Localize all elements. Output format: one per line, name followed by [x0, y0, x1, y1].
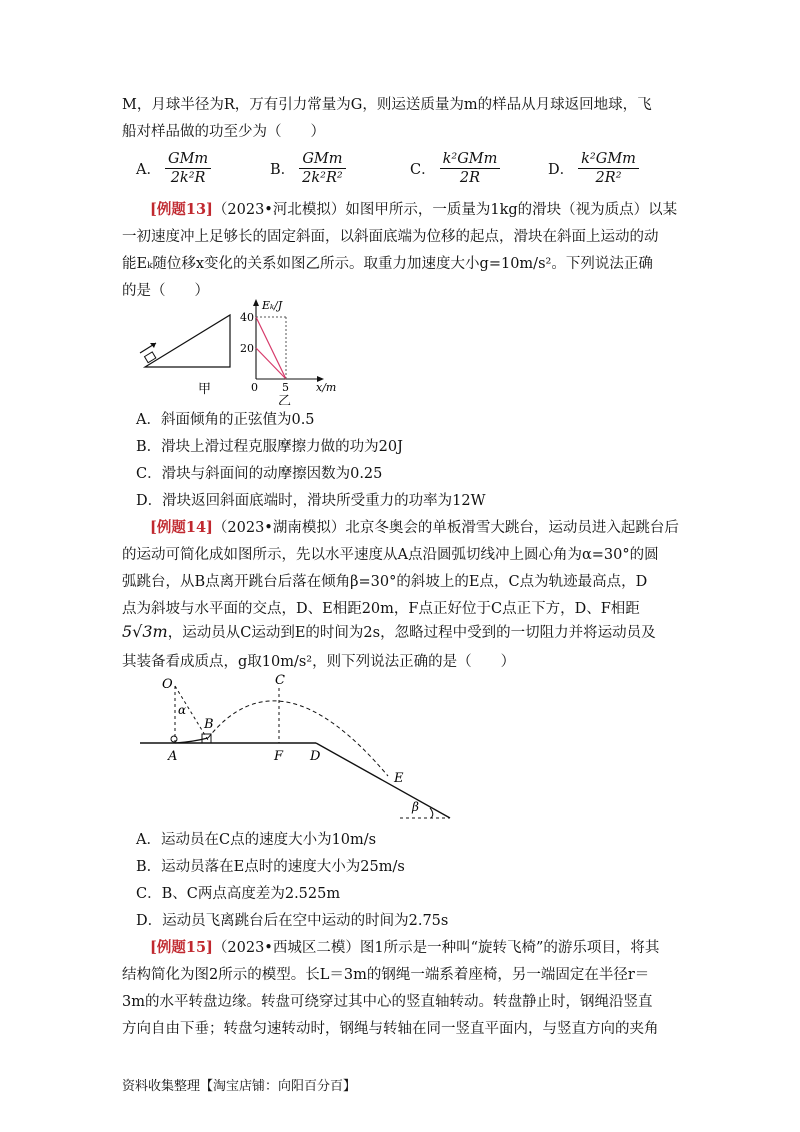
q12-option-b: B． $\frac{\text{GMm}}{\text{2k²R²}}$: [270, 150, 346, 187]
graph-line-up: [256, 317, 286, 379]
ex14-line2: 的运动可简化成如图所示，先以水平速度从A点沿圆弧切线冲上圆心角为α=30°的圆: [122, 547, 659, 563]
ex15-line2: 结构简化为图2所示的模型。长L＝3m的钢绳一端系着座椅，另一端固定在半径r＝: [122, 967, 650, 983]
ex13-choice-c: C．滑块与斜面间的动摩擦因数为0.25: [136, 466, 383, 482]
ex14-choice-d: D．运动员飞离跳台后在空中运动的时间为2.75s: [136, 913, 449, 929]
ex14-line1: [例题14]（2023•湖南模拟）北京冬奥会的单板滑雪大跳台，运动员进入起跳台后: [150, 519, 679, 536]
ex13-line3: 能Eₖ随位移x变化的关系如图乙所示。取重力加速度大小g=10m/s²。下列说法正确: [122, 256, 653, 272]
ex13-choice-b: B．滑块上滑过程克服摩擦力做的功为20J: [136, 439, 403, 455]
q12-line2: 船对样品做的功至少为（ ）: [122, 124, 325, 140]
graph-ylabel: Eₖ/J: [262, 299, 283, 312]
ex14-choice-b: B．运动员落在E点时的速度大小为25m/s: [136, 859, 405, 875]
label-o: O: [162, 677, 173, 692]
ex15-line4: 方向自由下垂；转盘匀速转动时，钢绳与转轴在同一竖直平面内，与竖直方向的夹角: [122, 1021, 659, 1037]
ex14-choice-c: C．B、C两点高度差为2.525m: [136, 886, 341, 902]
footer-text: 资料收集整理【淘宝店铺：向阳百分百】: [122, 1079, 357, 1094]
label-beta: β: [412, 800, 419, 814]
label-c: C: [275, 673, 285, 688]
ex14-figure: [130, 668, 460, 823]
trajectory: [208, 701, 388, 776]
ex13-line2: 一初速度冲上足够长的固定斜面，以斜面底端为位移的起点，滑块在斜面上运动的动: [122, 229, 659, 245]
label-a: A: [168, 749, 178, 764]
skier-icon: [171, 736, 177, 742]
label-alpha: α: [178, 703, 187, 717]
fig-label-jia: 甲: [198, 382, 212, 397]
ex14-choice-a: A．运动员在C点的速度大小为10m/s: [136, 832, 377, 848]
label-b: B: [204, 717, 214, 732]
label-d: D: [310, 749, 321, 764]
q12-line1: M，月球半径为R，万有引力常量为G，则运送质量为m的样品从月球返回地球，飞: [122, 97, 652, 113]
slope-line: [316, 743, 450, 818]
graph-origin: 0: [251, 381, 258, 394]
ex15-line3: 3m的水平转盘边缘。转盘可绕穿过其中心的竖直轴转动。转盘静止时，钢绳沿竖直: [122, 994, 653, 1010]
graph-tick-40: 40: [240, 311, 254, 324]
graph-xlabel: x/m: [316, 381, 337, 394]
ex13-figure: [130, 295, 370, 405]
ex13-choice-a: A．斜面倾角的正弦值为0.5: [136, 412, 315, 428]
ex14-line5: 5√3m，运动员从C运动到E的时间为2s，忽略过程中受到的一切阻力并将运动员及: [122, 622, 656, 641]
ex14-line3: 弧跳台，从B点离开跳台后落在倾角β=30°的斜坡上的E点，C点为轨迹最高点，D: [122, 574, 648, 590]
q12-option-a: A． $\frac{\text{GMm}}{\text{2k²R}}$: [136, 150, 211, 187]
q12-option-d: D． $\frac{\text{k²GMm}}{\text{2R²}}$: [548, 150, 639, 187]
incline-diagram: [140, 315, 230, 367]
ex13-choice-d: D．滑块返回斜面底端时，滑块所受重力的功率为12W: [136, 493, 486, 509]
ex14-line6: 其装备看成质点，g取10m/s²，则下列说法正确的是（ ）: [122, 654, 516, 670]
ex14-line4: 点为斜坡与水平面的交点，D、E相距20m，F点正好位于C点正下方，D、F相距: [122, 601, 640, 617]
ex13-line4: 的是（ ）: [122, 283, 209, 299]
label-f: F: [274, 749, 284, 764]
graph-tick-20: 20: [240, 342, 254, 355]
ex15-line1: [例题15]（2023•西城区二模）图1所示是一种叫“旋转飞椅”的游乐项目，将其: [150, 939, 660, 956]
ex13-line1: [例题13]（2023•河北模拟）如图甲所示，一质量为1kg的滑块（视为质点）以某: [150, 201, 678, 218]
label-e: E: [394, 771, 404, 786]
graph-tick-5: 5: [282, 381, 289, 394]
q12-option-c: C． $\frac{\text{k²GMm}}{2R}$: [410, 150, 500, 187]
graph-line-down: [256, 348, 286, 379]
ramp-arc: [175, 738, 208, 743]
fig-label-yi: 乙: [278, 394, 292, 405]
